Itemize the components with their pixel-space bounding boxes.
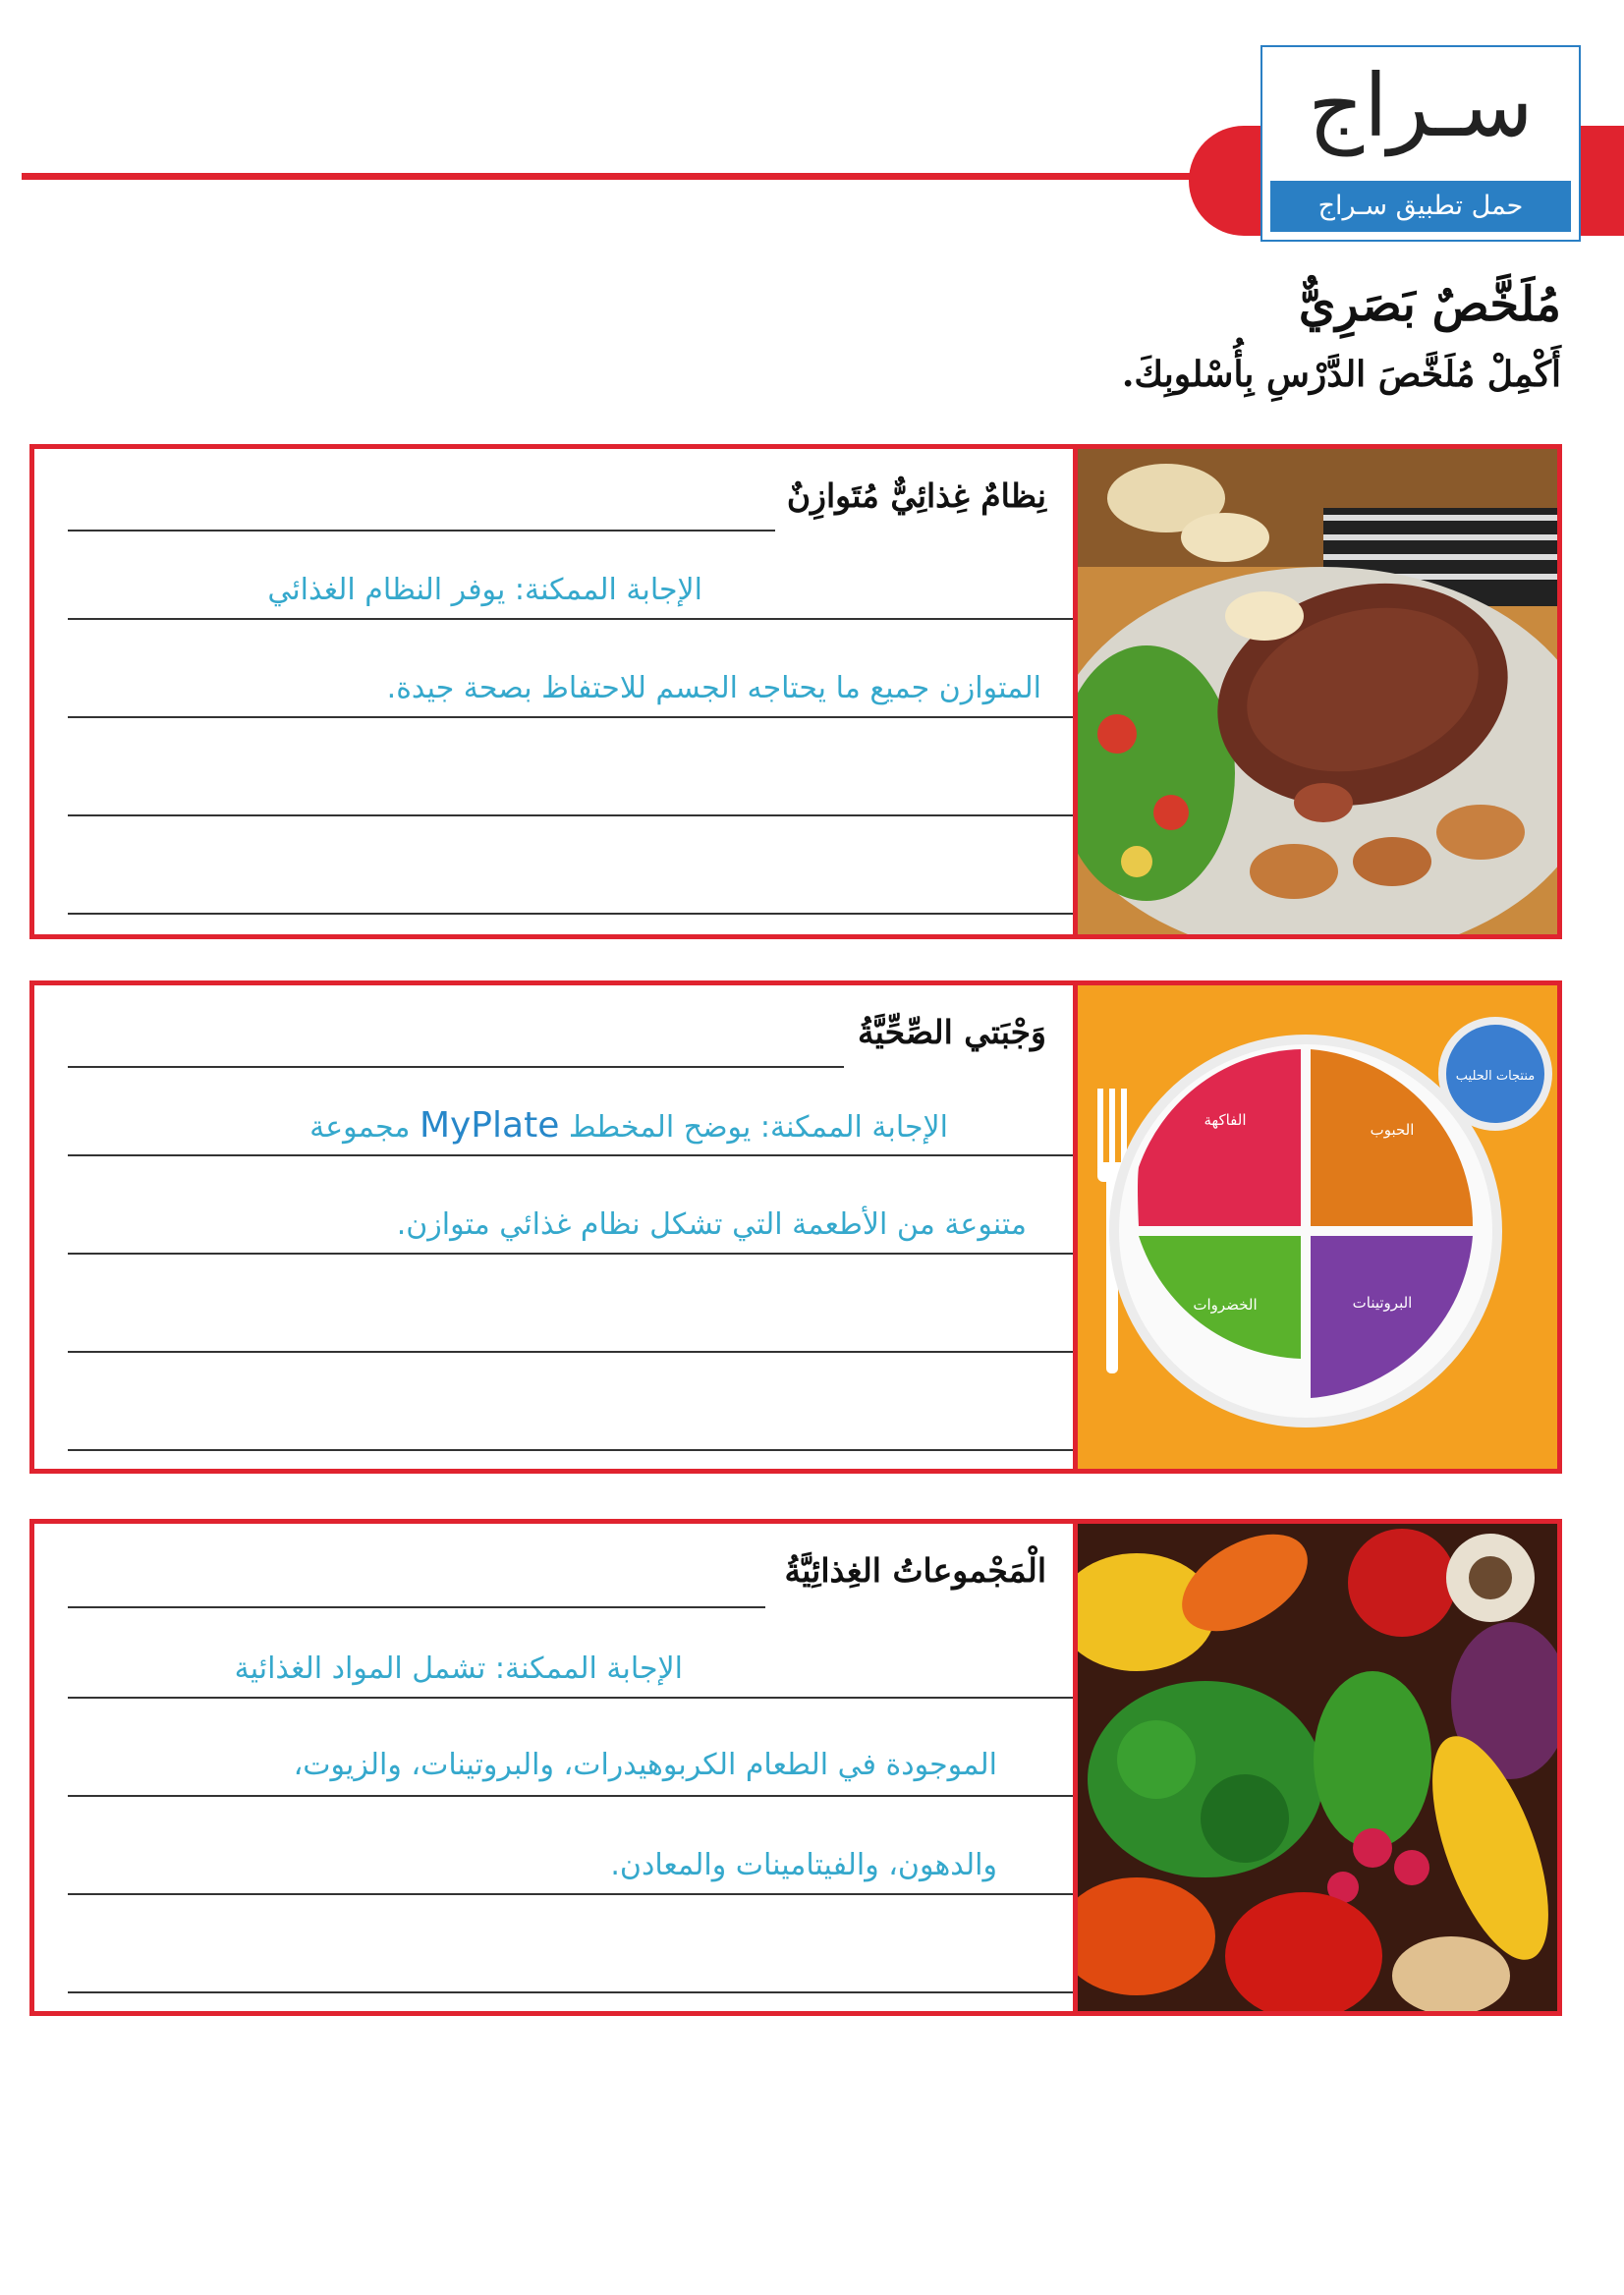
myplate-diagram bbox=[1073, 985, 1557, 1469]
answer-text: والدهون، والفيتامينات والمعادن. bbox=[610, 1848, 997, 1882]
card-food-groups bbox=[29, 1519, 1562, 2016]
plate-label-grains: الحبوب bbox=[1370, 1121, 1415, 1139]
card-title: الْمَجْموعاتُ الغِذائِيَّةُ bbox=[784, 1551, 1046, 1590]
answer-line[interactable] bbox=[68, 1795, 1088, 1797]
logo-tagline: حمل تطبيق سـراج bbox=[1270, 181, 1571, 232]
page-subtitle: أَكْمِلْ مُلَخَّصَ الدَّرْسِ بِأُسْلوبِكَ. bbox=[1121, 354, 1561, 395]
answer-text bbox=[309, 1105, 948, 1146]
card-title: نِظامٌ غِذائِيٌّ مُتَوازِنٌ bbox=[786, 476, 1046, 515]
answer-line[interactable] bbox=[68, 716, 1088, 718]
food-plate-photo bbox=[1073, 449, 1557, 934]
answer-line[interactable] bbox=[68, 913, 1088, 915]
answer-line[interactable] bbox=[68, 1449, 1088, 1451]
card-my-plate bbox=[29, 980, 1562, 1474]
answer-lead: الإجابة الممكنة: يوضح المخطط bbox=[568, 1110, 948, 1145]
title-blank-line[interactable] bbox=[68, 1606, 765, 1608]
answer-text: الموجودة في الطعام الكربوهيدرات، والبروتينات، والزيوت، bbox=[293, 1748, 997, 1782]
answer-line[interactable] bbox=[68, 618, 1088, 620]
answer-text: متنوعة من الأطعمة التي تشكل نظام غذائي متوازن. bbox=[396, 1207, 1027, 1242]
answer-line[interactable] bbox=[68, 1991, 1088, 1993]
answer-line[interactable] bbox=[68, 1893, 1088, 1895]
answer-text: المتوازن جميع ما يحتاجه الجسم للاحتفاظ بصحة جيدة. bbox=[386, 671, 1041, 705]
answer-text: الإجابة الممكنة: يوفر النظام الغذائي bbox=[267, 573, 702, 607]
plate-label-dairy: منتجات الحليب bbox=[1455, 1069, 1536, 1084]
card-balanced-diet bbox=[29, 444, 1562, 939]
title-blank-line[interactable] bbox=[68, 530, 775, 532]
siraj-logo[interactable] bbox=[1260, 45, 1581, 242]
logo-word: سـراج bbox=[1308, 55, 1534, 156]
answer-line[interactable] bbox=[68, 1253, 1088, 1255]
answer-text: الإجابة الممكنة: تشمل المواد الغذائية bbox=[234, 1651, 683, 1686]
plate-label-proteins: البروتينات bbox=[1352, 1294, 1413, 1312]
card-title: وَجْبَتي الصِّحِّيَّةُ bbox=[857, 1013, 1046, 1051]
top-rule bbox=[22, 173, 1240, 180]
answer-line[interactable] bbox=[68, 1351, 1088, 1353]
vegetables-photo bbox=[1073, 1524, 1557, 2011]
plate-label-fruits: الفاكهة bbox=[1204, 1111, 1247, 1129]
answer-line[interactable] bbox=[68, 1697, 1088, 1699]
answer-line[interactable] bbox=[68, 1154, 1088, 1156]
title-blank-line[interactable] bbox=[68, 1066, 844, 1068]
answer-line[interactable] bbox=[68, 814, 1088, 816]
myplate-brand: MyPlate bbox=[419, 1105, 560, 1146]
answer-tail: مجموعة bbox=[309, 1110, 411, 1145]
page-title: مُلَخَّصٌ بَصَرِيٌّ bbox=[1298, 277, 1561, 332]
plate-label-vegetables: الخضروات bbox=[1193, 1296, 1258, 1314]
